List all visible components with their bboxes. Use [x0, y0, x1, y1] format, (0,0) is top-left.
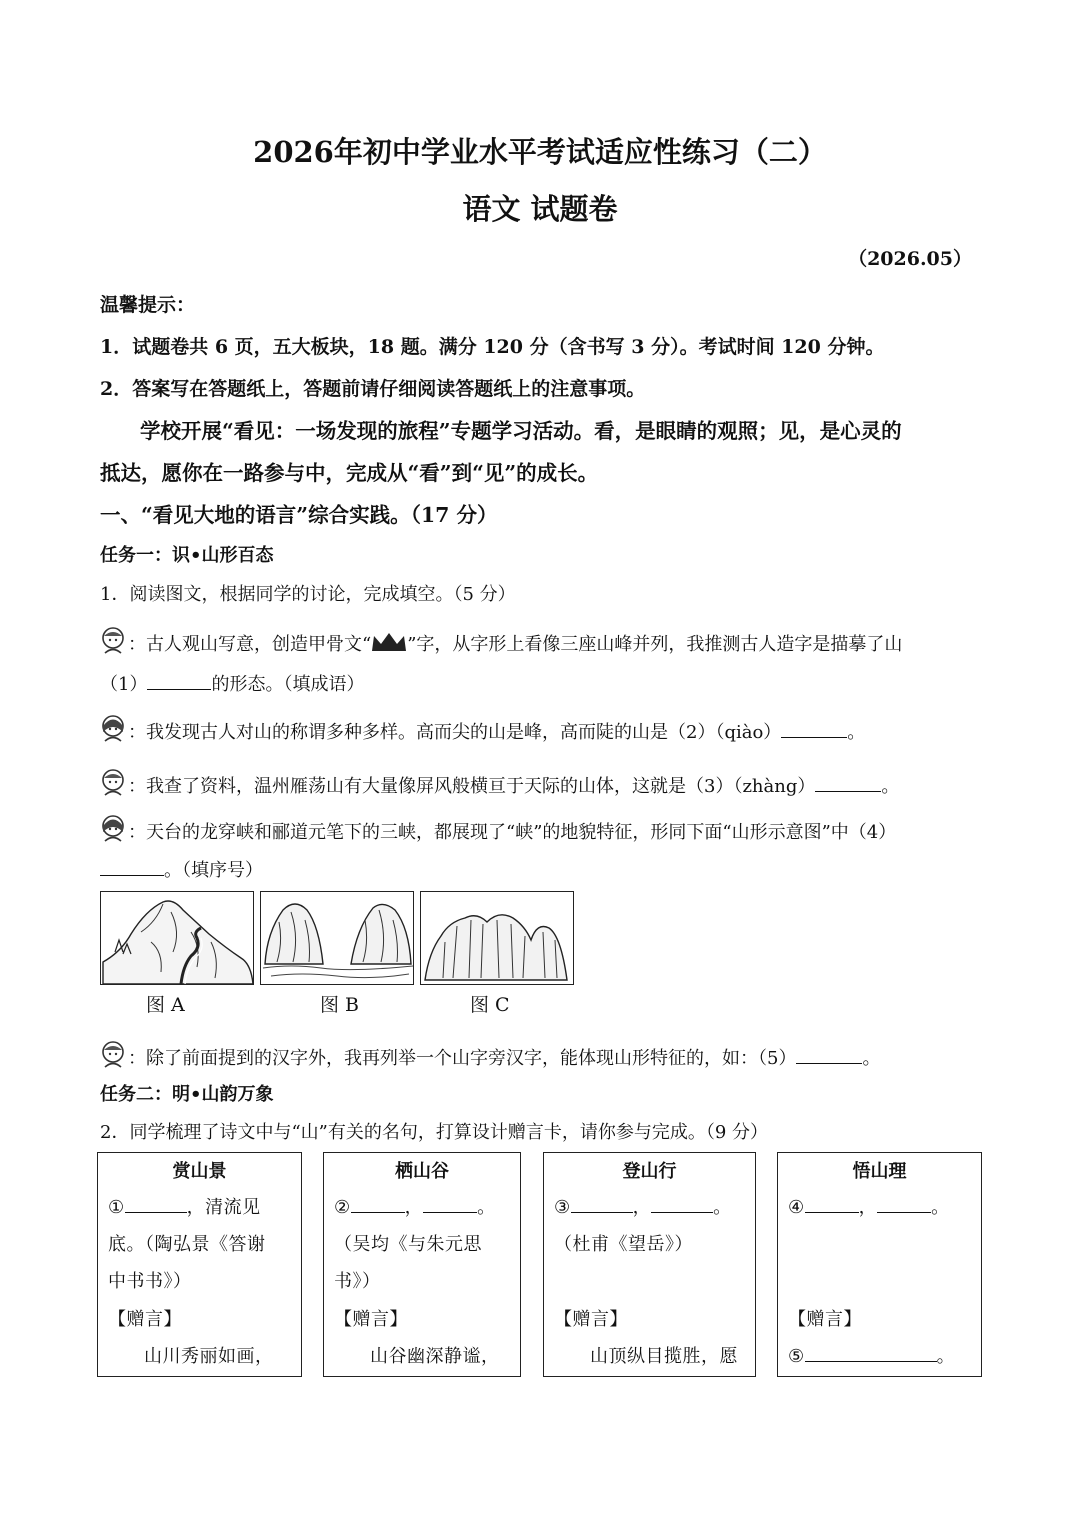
card-title: 栖山谷 [395, 1161, 449, 1182]
student-avatar-icon [100, 1040, 126, 1070]
dialogue-1-line-2: （1） 的形态。（填成语） [100, 670, 364, 696]
card-climb-mountain [543, 1152, 756, 1377]
card-line: ③ ， 。 [554, 1193, 747, 1219]
student-avatar-icon [100, 814, 126, 844]
dialogue-2: ：我发现古人对山的称谓多种多样。高而尖的山是峰，高而陡的山是（2）（qiào） 。 [100, 714, 865, 744]
card-line: 书》） [334, 1271, 381, 1292]
student-avatar-icon [100, 626, 126, 656]
dialogue-1-line-1: ：古人观山写意，创造甲骨文“ ”字，从字形上看像三座山峰并列，我推测古人造字是描摹了山 [100, 626, 902, 656]
dialogue-3: ：我查了资料，温州雁荡山有大量像屏风般横亘于天际的山体，这就是（3）（zhàng） 。 [100, 768, 899, 798]
card-gift-words: ⑤ 。 [788, 1342, 973, 1368]
answer-blank-card-3b[interactable] [651, 1194, 713, 1213]
section-1-heading: 一、“看见大地的语言”综合实践。（17 分） [100, 503, 498, 527]
card-gift-words: 山顶纵目揽胜，愿 [590, 1346, 738, 1367]
card-gift-words-label: 【赠言】 [334, 1309, 408, 1330]
figure-c-label: 图 C [470, 994, 510, 1016]
answer-blank-card-2a[interactable] [351, 1194, 405, 1213]
figure-c-cliff-peaks [420, 891, 574, 985]
intro-line-1: 学校开展“看见：一场发现的旅程”专题学习活动。看，是眼睛的观照；见，是心灵的 [140, 419, 902, 443]
answer-blank-3[interactable] [815, 773, 881, 792]
answer-blank-2[interactable] [781, 719, 847, 738]
card-title: 悟山理 [852, 1161, 907, 1182]
card-appreciate-scenery [97, 1152, 302, 1377]
answer-blank-card-3a[interactable] [571, 1194, 633, 1213]
task-1-heading: 任务一：识•山形百态 [100, 545, 274, 566]
answer-blank-card-2b[interactable] [423, 1194, 477, 1213]
answer-blank-card-5[interactable] [805, 1343, 937, 1362]
figure-b-twin-peaks-water [260, 891, 414, 985]
card-line: ② ， 。 [334, 1193, 512, 1219]
figure-b-label: 图 B [320, 994, 360, 1016]
dialogue-4-line-2: 。（填序号） [100, 856, 263, 882]
card-line: ④ ， 。 [788, 1193, 973, 1219]
card-line: （吴均《与朱元思 [334, 1234, 482, 1255]
answer-blank-4[interactable] [100, 857, 164, 876]
card-dwell-valley [323, 1152, 521, 1377]
card-line: 底。（陶弘景《答谢 [108, 1234, 266, 1255]
task-2-heading: 任务二：明•山韵万象 [100, 1084, 274, 1105]
exam-date: （2026.05） [848, 248, 972, 270]
student-avatar-icon [100, 768, 126, 798]
answer-blank-1[interactable] [147, 671, 211, 690]
figure-a-winding-mountain [100, 891, 254, 985]
card-gift-words: 山川秀丽如画， [144, 1346, 274, 1367]
dialogue-4-line-1: ：天台的龙穿峡和郦道元笔下的三峡，都展现了“峡”的地貌特征，形同下面“山形示意图”中（4） [100, 814, 896, 844]
exam-title: 2026年初中学业水平考试适应性练习（二） [253, 135, 827, 169]
answer-blank-card-1[interactable] [125, 1194, 187, 1213]
card-line: 中书书》） [108, 1271, 192, 1292]
card-gift-words-label: 【赠言】 [788, 1309, 862, 1330]
card-title: 登山行 [622, 1161, 677, 1182]
answer-blank-card-4b[interactable] [877, 1194, 931, 1213]
question-2: 2．同学梳理了诗文中与“山”有关的名句，打算设计赠言卡，请你参与完成。（9 分） [100, 1122, 769, 1143]
mountain-figures [100, 891, 580, 987]
card-gift-words: 山谷幽深静谧， [370, 1346, 500, 1367]
tips-item-1: 1．试题卷共 6 页，五大板块，18 题。满分 120 分（含书写 3 分）。考试时间 120 分钟。 [100, 336, 885, 358]
tips-heading: 温馨提示： [100, 294, 196, 316]
card-title: 赏山景 [172, 1161, 227, 1182]
intro-line-2: 抵达，愿你在一路参与中，完成从“看”到“见”的成长。 [100, 461, 599, 485]
answer-blank-card-4a[interactable] [805, 1194, 859, 1213]
dialogue-5: ：除了前面提到的汉字外，我再列举一个山字旁汉字，能体现山形特征的，如：（5） 。 [100, 1040, 880, 1070]
figure-a-label: 图 A [146, 994, 185, 1016]
card-understand-principle [777, 1152, 982, 1377]
answer-blank-5[interactable] [796, 1045, 862, 1064]
exam-subtitle: 语文 试题卷 [462, 192, 618, 226]
oracle-bone-mountain-icon [371, 632, 407, 652]
card-gift-words-label: 【赠言】 [108, 1309, 182, 1330]
tips-item-2: 2．答案写在答题纸上，答题前请仔细阅读答题纸上的注意事项。 [100, 378, 646, 400]
card-gift-words-label: 【赠言】 [554, 1309, 628, 1330]
card-line: ① ，清流见 [108, 1193, 293, 1219]
question-1: 1．阅读图文，根据同学的讨论，完成填空。（5 分） [100, 584, 516, 605]
card-line: （杜甫《望岳》） [554, 1234, 693, 1255]
student-avatar-icon [100, 714, 126, 744]
